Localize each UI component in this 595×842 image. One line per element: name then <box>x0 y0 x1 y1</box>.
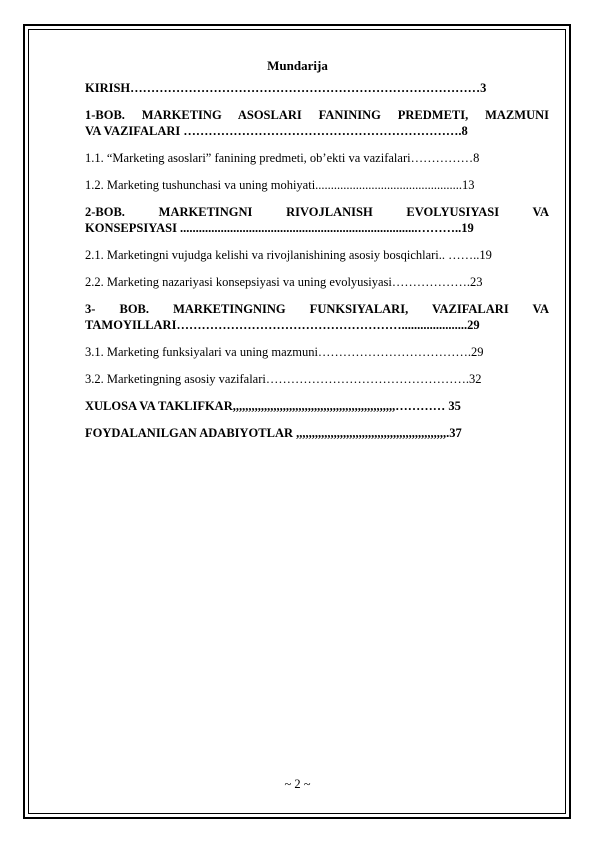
toc-entry-chapter-1-line2: VA VAZIFALARI ………………………………………………………….8 <box>85 124 468 138</box>
page-title: Mundarija <box>267 58 328 73</box>
toc-entry-chapter-2[interactable] <box>85 204 549 236</box>
toc-entry-adabiyotlar[interactable]: FOYDALANILGAN ADABIYOTLAR ,,,,,,,,,,,,,,,,,,,,,,,,,,,,,,,,,,,,,,,,,,,,,,,,.37 <box>85 426 462 440</box>
toc-entry-chapter-1-line1: 1-BOB. MARKETING ASOSLARI FANINING PREDMETI, MAZMUNI <box>85 108 549 122</box>
table-of-contents <box>85 80 549 441</box>
page-number: ~ 2 ~ <box>284 777 311 791</box>
toc-entry-1-2[interactable]: 1.2. Marketing tushunchasi va uning mohiyati...............................................13 <box>85 178 475 192</box>
toc-entry-chapter-3-line2: TAMOYILLARI……………………………………………….....................29 <box>85 318 480 332</box>
toc-entry-3-2[interactable]: 3.2. Marketingning asosiy vazifalari………………………………………….32 <box>85 372 482 386</box>
toc-entry-chapter-2-line2: KONSEPSIYASI ............................................................................………..19 <box>85 221 474 235</box>
toc-entry-3-1[interactable]: 3.1. Marketing funksiyalari va uning mazmuni……………………………….29 <box>85 345 484 359</box>
toc-entry-kirish[interactable]: KIRISH…………………………………………………………………………3 <box>85 81 487 95</box>
toc-entry-chapter-1[interactable] <box>85 107 549 139</box>
toc-entry-xulosa[interactable]: XULOSA VA TAKLIFKAR,,,,,,,,,,,,,,,,,,,,,,,,,,,,,,,,,,,,,,,,,,,,,,,,,,,,………… 35 <box>85 399 461 413</box>
toc-entry-chapter-3-line1: 3- BOB. MARKETINGNING FUNKSIYALARI, VAZIFALARI VA <box>85 302 549 316</box>
toc-entry-chapter-3[interactable] <box>85 301 549 333</box>
toc-entry-1-1[interactable]: 1.1. “Marketing asoslari” fanining predmeti, ob’ekti va vazifalari……………8 <box>85 151 480 165</box>
toc-entry-2-1[interactable]: 2.1. Marketingni vujudga kelishi va rivojlanishining asosiy bosqichlari.. ……..19 <box>85 248 492 262</box>
toc-entry-chapter-2-line1: 2-BOB. MARKETINGNI RIVOJLANISH EVOLYUSIYASI VA <box>85 205 549 219</box>
toc-entry-2-2[interactable]: 2.2. Marketing nazariyasi konsepsiyasi va uning evolyusiyasi……………….23 <box>85 275 483 289</box>
